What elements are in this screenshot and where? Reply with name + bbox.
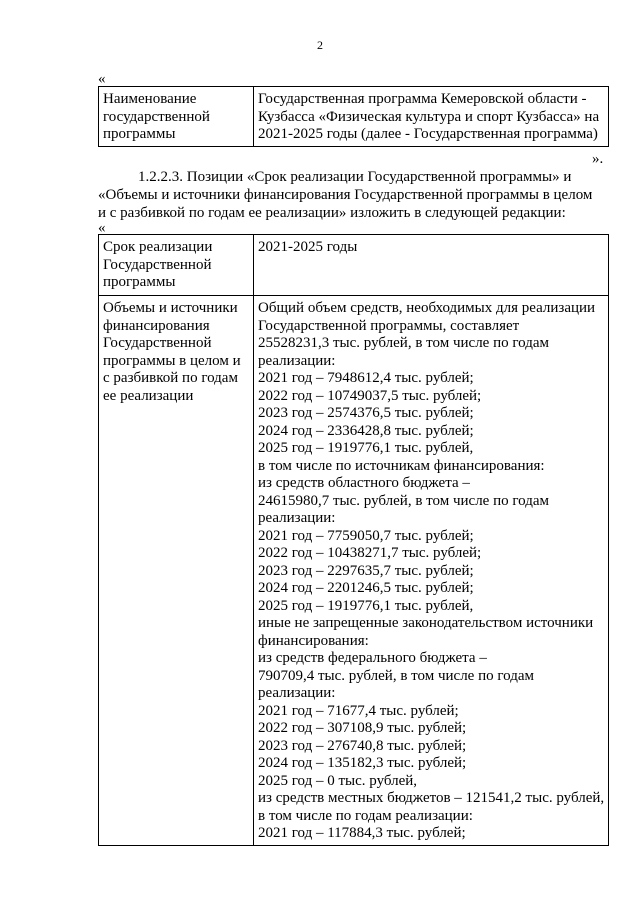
funding-line: 2025 год – 0 тыс. рублей, [258,772,418,789]
funding-line: 2021 год – 7759050,7 тыс. рублей; [258,527,474,544]
funding-line: 2023 год – 2574376,5 тыс. рублей; [258,405,474,421]
paragraph-line: «Объемы и источники финансирования Государственной программы в целом [98,187,593,203]
page-number: 2 [317,38,323,52]
paragraph-line: 1.2.2.3. Позиции «Срок реализации Государственной программы» и [138,169,572,185]
funding-line: из средств местных бюджетов – 121541,2 тыс. рублей, [258,790,605,806]
opening-quote-mark: « [98,220,106,236]
funding-line: иные не запрещенные законодательством источники [258,615,594,631]
funding-line: 790709,4 тыс. рублей, в том числе по годам [258,667,534,684]
table-row [99,296,609,846]
funding-label: Объемы и источники финансирования Государственной программы в целом и с разбивкой по годам ее реализации [99,296,254,846]
funding-line: реализации: [258,685,336,701]
term-label: Срок реализации Государственной программы [99,235,254,296]
funding-line: 2025 год – 1919776,1 тыс. рублей, [258,597,474,614]
funding-line: в том числе по источникам финансирования: [258,457,545,474]
table-row [99,235,609,296]
funding-line: реализации: [258,510,336,526]
funding-line: 2021 год – 117884,3 тыс. рублей; [258,825,466,841]
funding-line: 2025 год – 1919776,1 тыс. рублей, [258,440,474,456]
opening-quote-mark: « [98,71,106,87]
funding-line: реализации: [258,352,336,369]
funding-line: Государственной программы, составляет [258,317,520,334]
funding-line: 2023 год – 276740,8 тыс. рублей; [258,737,467,754]
program-name-table [98,86,609,147]
closing-quote-mark: ». [592,151,604,167]
funding-line: в том числе по годам реализации: [258,807,473,824]
funding-line: Общий объем средств, необходимых для реализации [258,300,596,316]
funding-line: 24615980,7 тыс. рублей, в том числе по годам [258,492,549,509]
program-name-label: Наименование государственной программы [99,87,254,147]
funding-line: финансирования: [258,632,369,649]
funding-line: 2024 год – 135182,3 тыс. рублей; [258,755,467,771]
program-funding-table [98,234,609,846]
funding-line: из средств федерального бюджета – [258,650,487,666]
table-row [99,87,609,147]
paragraph-line: и с разбивкой по годам ее реализации» изложить в следующей редакции: [98,205,566,221]
program-name-value: Государственная программа Кемеровской области - Кузбасса «Физическая культура и спорт Кузбасса» на 2021-2025 годы (далее - Государственная программа) [254,87,609,147]
amendment-paragraph [98,168,610,222]
funding-line: из средств областного бюджета – [258,475,470,491]
funding-line: 2022 год – 10438271,7 тыс. рублей; [258,545,482,561]
funding-line: 2024 год – 2336428,8 тыс. рублей; [258,422,474,439]
funding-line: 25528231,3 тыс. рублей, в том числе по годам [258,335,549,351]
funding-line: 2022 год – 307108,9 тыс. рублей; [258,720,467,736]
funding-line: 2024 год – 2201246,5 тыс. рублей; [258,580,474,596]
funding-line: 2023 год – 2297635,7 тыс. рублей; [258,562,474,579]
funding-value [254,296,609,846]
funding-line: 2021 год – 7948612,4 тыс. рублей; [258,370,474,386]
funding-line: 2021 год – 71677,4 тыс. рублей; [258,702,459,719]
funding-line: 2022 год – 10749037,5 тыс. рублей; [258,387,482,404]
term-value: 2021-2025 годы [254,235,609,296]
